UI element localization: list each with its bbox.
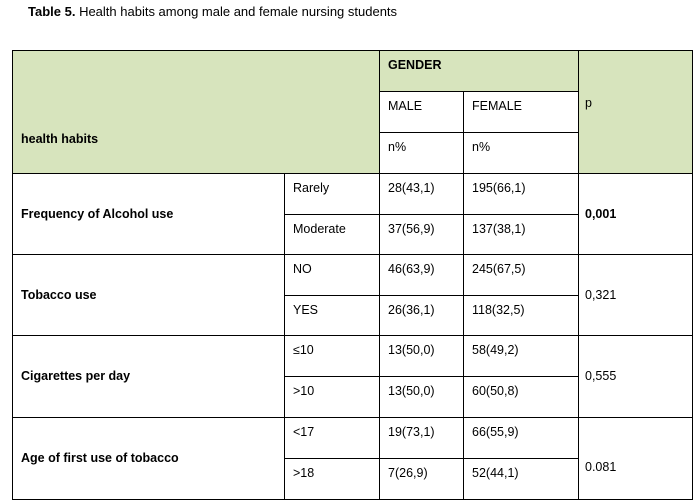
caption-label: Table 5. [28, 4, 76, 19]
group-label: Frequency of Alcohol use [12, 173, 285, 255]
female-cell: 60(50,8) [463, 376, 579, 418]
caption-text: Health habits among male and female nursing students [75, 4, 398, 19]
category-cell: >18 [284, 458, 380, 500]
category-cell: Rarely [284, 173, 380, 215]
header-gender: GENDER [379, 50, 579, 92]
header-unit-female: n% [463, 132, 579, 174]
group-label: Age of first use of tobacco [12, 417, 285, 500]
category-cell: YES [284, 295, 380, 336]
female-cell: 58(49,2) [463, 335, 579, 377]
male-cell: 28(43,1) [379, 173, 464, 215]
female-cell: 66(55,9) [463, 417, 579, 459]
female-cell: 245(67,5) [463, 254, 579, 296]
header-female: FEMALE [463, 91, 579, 133]
category-cell: NO [284, 254, 380, 296]
header-male: MALE [379, 91, 464, 133]
female-cell: 195(66,1) [463, 173, 579, 215]
header-unit-male: n% [379, 132, 464, 174]
header-health-habits: health habits [12, 50, 380, 174]
p-value-cell: 0,555 [578, 335, 693, 418]
category-cell: >10 [284, 376, 380, 418]
p-value-cell: 0,321 [578, 254, 693, 336]
group-label: Tobacco use [12, 254, 285, 336]
female-cell: 118(32,5) [463, 295, 579, 336]
p-value-cell: 0,001 [578, 173, 693, 255]
group-label: Cigarettes per day [12, 335, 285, 418]
male-cell: 7(26,9) [379, 458, 464, 500]
male-cell: 26(36,1) [379, 295, 464, 336]
health-habits-table [12, 50, 693, 500]
female-cell: 52(44,1) [463, 458, 579, 500]
male-cell: 46(63,9) [379, 254, 464, 296]
male-cell: 19(73,1) [379, 417, 464, 459]
female-cell: 137(38,1) [463, 214, 579, 255]
male-cell: 13(50,0) [379, 376, 464, 418]
table-caption [28, 4, 397, 20]
category-cell: Moderate [284, 214, 380, 255]
header-p: p [578, 50, 693, 174]
male-cell: 37(56,9) [379, 214, 464, 255]
p-value-cell: 0.081 [578, 417, 693, 500]
category-cell: <17 [284, 417, 380, 459]
male-cell: 13(50,0) [379, 335, 464, 377]
category-cell: ≤10 [284, 335, 380, 377]
